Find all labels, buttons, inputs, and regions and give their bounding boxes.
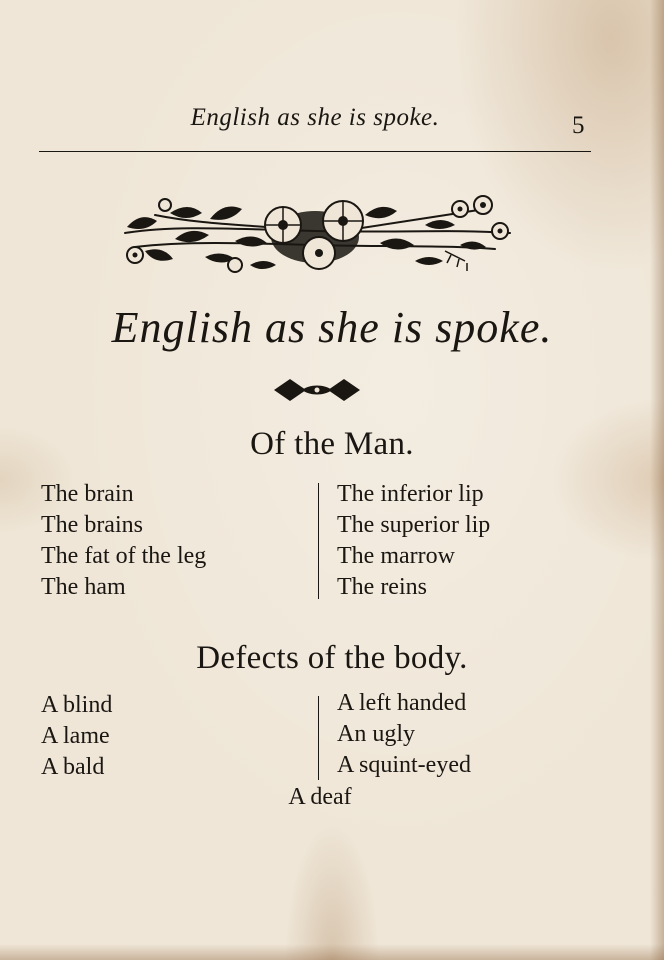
man-vocabulary-right-column — [337, 479, 490, 603]
vocabulary-entry: A lame — [41, 723, 110, 749]
vocabulary-entry: The brain — [41, 481, 134, 507]
page-edge-stain-bottom — [0, 944, 664, 960]
vocabulary-entry: The superior lip — [337, 512, 491, 538]
column-divider-rule — [318, 483, 319, 599]
page-number: 5 — [572, 112, 585, 139]
column-divider-rule — [318, 696, 319, 780]
diamond-fleuron-ornament — [272, 376, 362, 404]
section-title-defects-of-the-body: Defects of the body. — [196, 640, 468, 676]
vocabulary-entry: The reins — [337, 574, 427, 600]
main-title: English as she is spoke. — [111, 303, 553, 352]
floral-garland-ornament — [115, 185, 520, 280]
vocabulary-entry: The inferior lip — [337, 481, 484, 507]
vocabulary-entry: A bald — [41, 754, 105, 780]
vocabulary-entry: The ham — [41, 574, 126, 600]
vocabulary-entry: The brains — [41, 512, 143, 538]
page-edge-stain-right — [650, 0, 664, 960]
section-title-of-the-man: Of the Man. — [250, 426, 414, 462]
defects-vocabulary-right-column — [337, 688, 471, 781]
vocabulary-entry: A blind — [41, 692, 113, 718]
vocabulary-entry: A left handed — [337, 690, 467, 716]
vocabulary-entry: The fat of the leg — [41, 543, 207, 569]
defects-vocabulary-left-column — [41, 690, 112, 783]
vocabulary-entry: A squint-eyed — [337, 752, 471, 778]
man-vocabulary-left-column — [41, 479, 206, 603]
vocabulary-entry-centered: A deaf — [288, 784, 352, 810]
vocabulary-entry: The marrow — [337, 543, 455, 569]
running-head-title: English as she is spoke. — [190, 104, 440, 131]
header-rule — [39, 151, 591, 152]
vocabulary-entry: An ugly — [337, 721, 415, 747]
